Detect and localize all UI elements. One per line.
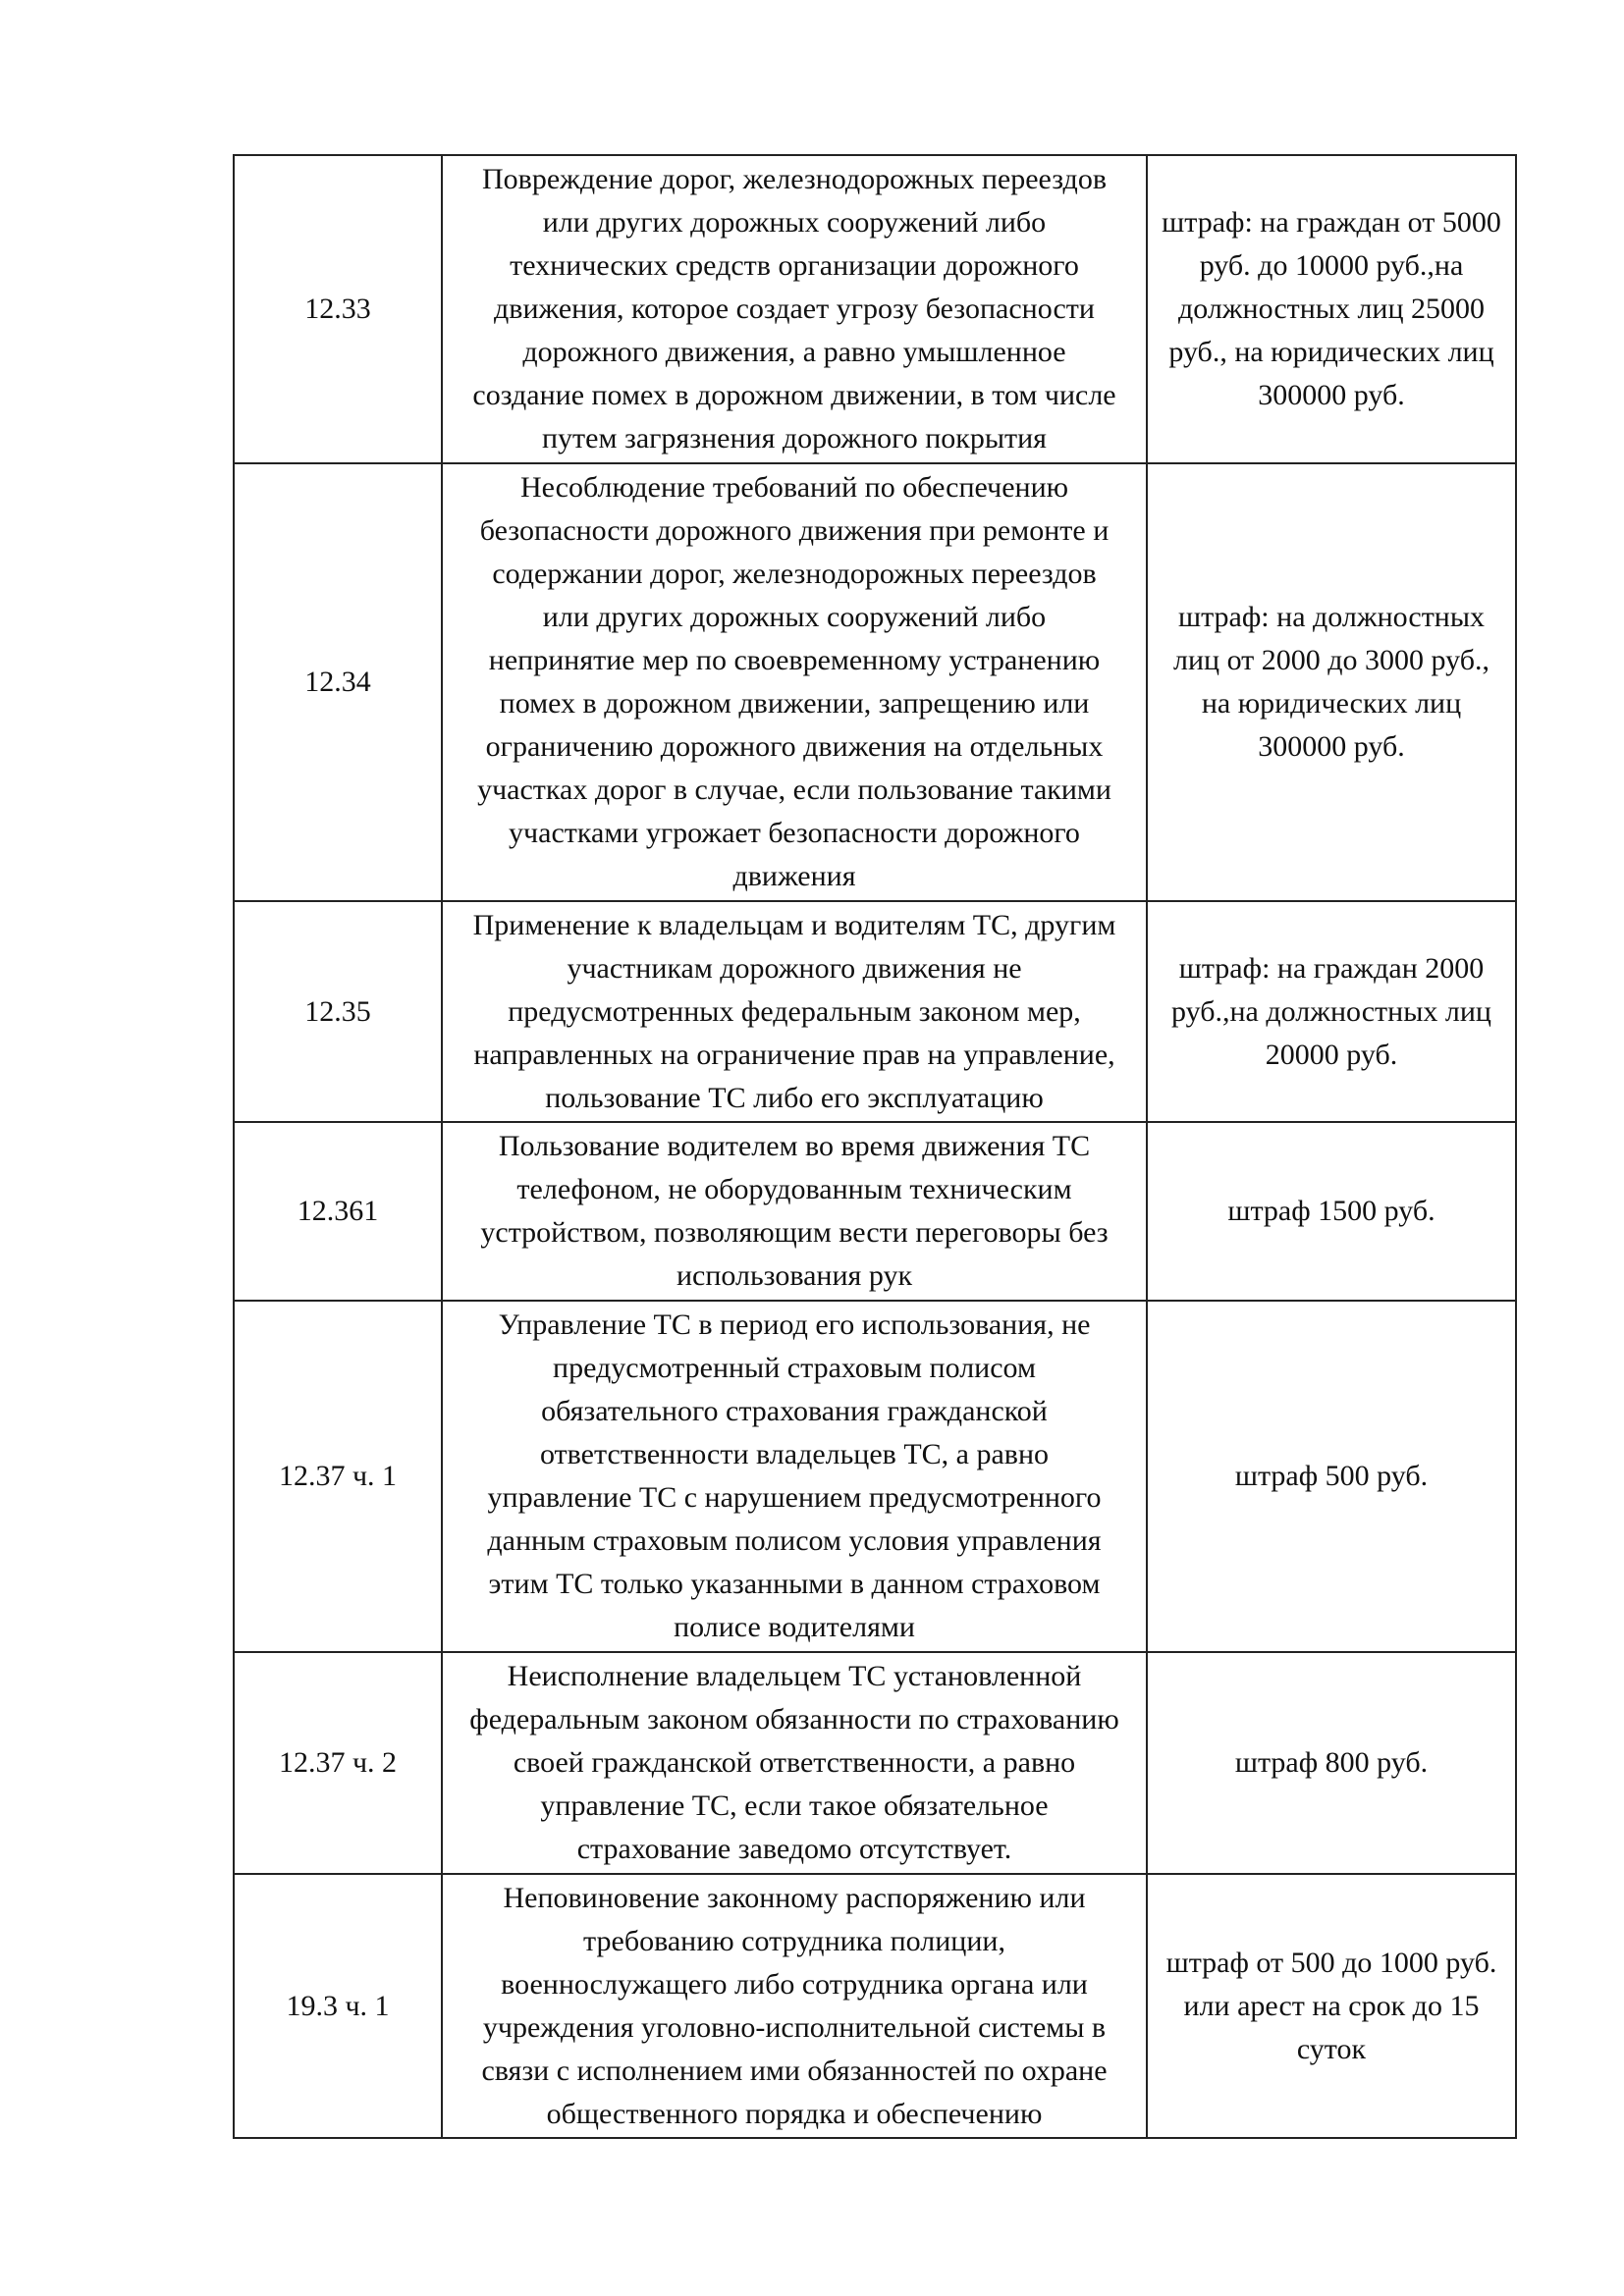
fines-table xyxy=(233,154,1517,2139)
article-cell: 12.37 ч. 1 xyxy=(234,1301,442,1652)
article-cell: 12.361 xyxy=(234,1122,442,1301)
table-row xyxy=(234,901,1516,1122)
description-cell: Управление ТС в период его использования, не предусмотренный страховым полисом обязательного страхования гражданской ответственности владельцев ТС, а равно управление ТС с нарушением предусмотренного данным страховым полисом условия управления этим ТС только указанными в данном страховом полисе водителями xyxy=(442,1301,1147,1652)
description-cell: Несоблюдение требований по обеспечению безопасности дорожного движения при ремонте и содержании дорог, железнодорожных переездов или других дорожных сооружений либо непринятие мер по своевременному устранению помех в дорожном движении, запрещению или ограничению дорожного движения на отдельных участках дорог в случае, если пользование такими участками угрожает безопасности дорожного движения xyxy=(442,463,1147,901)
penalty-cell: штраф: на граждан 2000 руб.,на должностных лиц 20000 руб. xyxy=(1147,901,1516,1122)
description-cell: Неповиновение законному распоряжению или требованию сотрудника полиции, военнослужащего либо сотрудника органа или учреждения уголовно-исполнительной системы в связи с исполнением ими обязанностей по охране общественного порядка и обеспечению xyxy=(442,1874,1147,2138)
article-cell: 12.35 xyxy=(234,901,442,1122)
table-row xyxy=(234,1652,1516,1874)
description-cell: Повреждение дорог, железнодорожных переездов или других дорожных сооружений либо технических средств организации дорожного движения, которое создает угрозу безопасности дорожного движения, а равно умышленное создание помех в дорожном движении, в том числе путем загрязнения дорожного покрытия xyxy=(442,155,1147,463)
penalty-cell: штраф 800 руб. xyxy=(1147,1652,1516,1874)
penalty-cell: штраф 500 руб. xyxy=(1147,1301,1516,1652)
penalty-cell: штраф: на граждан от 5000 руб. до 10000 руб.,на должностных лиц 25000 руб., на юридических лиц 300000 руб. xyxy=(1147,155,1516,463)
penalty-cell: штраф 1500 руб. xyxy=(1147,1122,1516,1301)
article-cell: 12.34 xyxy=(234,463,442,901)
description-cell: Неисполнение владельцем ТС установленной федеральным законом обязанности по страхованию своей гражданской ответственности, а равно управление ТС, если такое обязательное страхование заведомо отсутствует. xyxy=(442,1652,1147,1874)
table-row xyxy=(234,463,1516,901)
table-row xyxy=(234,1874,1516,2138)
table-row xyxy=(234,1122,1516,1301)
article-cell: 12.33 xyxy=(234,155,442,463)
description-cell: Пользование водителем во время движения ТС телефоном, не оборудованным техническим устройством, позволяющим вести переговоры без использования рук xyxy=(442,1122,1147,1301)
table-row xyxy=(234,155,1516,463)
description-cell: Применение к владельцам и водителям ТС, другим участникам дорожного движения не предусмотренных федеральным законом мер, направленных на ограничение прав на управление, пользование ТС либо его эксплуатацию xyxy=(442,901,1147,1122)
penalty-cell: штраф: на должностных лиц от 2000 до 3000 руб., на юридических лиц 300000 руб. xyxy=(1147,463,1516,901)
table-row xyxy=(234,1301,1516,1652)
article-cell: 19.3 ч. 1 xyxy=(234,1874,442,2138)
penalty-cell: штраф от 500 до 1000 руб. или арест на срок до 15 суток xyxy=(1147,1874,1516,2138)
article-cell: 12.37 ч. 2 xyxy=(234,1652,442,1874)
